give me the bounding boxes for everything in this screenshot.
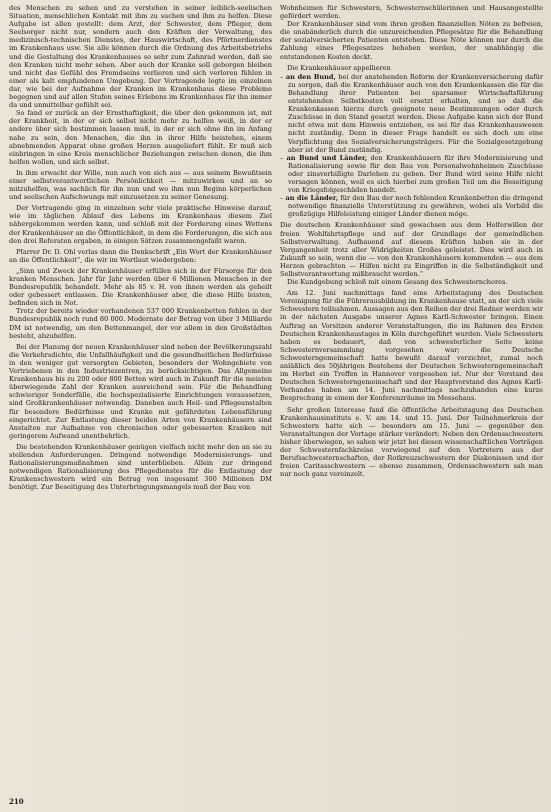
paragraph: So fand er zurück an der Ernsthaftigkeit, die über den gekommen ist, mit der Krankheit, in der er sich selbst nicht mehr zu helfen weiß, in der er andere über sich bestimmen lassen muß, in der er sich ohne ihn im Anfang nahe zu sein, den Menschen, die ihn in ihrer Hilfe beistehen, einem abnehmenden Apparat ohne großen Herzen ausgeliefert fühlt. Er muß sich einbringen in eine Kreis menschlicher Beziehungen zwischen denen, die ihm helfen wollen, und sich selbst. [9,109,272,166]
paragraph: Sehr großen Interesse fand die öffentliche Arbeitstagung des Deutschen Krankenhausinstituts e. V. am 14. und 15. Juni. Der Teilnehmerkreis der Schwestern hatte sich — besonders am 15. Juni — gegenüber den Veranstaltungen der Vortage stärker verändert: Neben den Ordensschwestern bisher überwiegen, so sahen wir jetzt bei diesen wissenschaftlichen Vorträgen der Schwesternfachkreise vorwiegend auf den Vortretern aus der Berufsschwesternschaften, der Rotkreuzschwestern der Diakonissen und der freien Caritasschwestern — ebenso zusammen, Ordensschwestern sah man nur noch ganz vereinzelt. [280,405,543,479]
two-column-layout [9,4,543,491]
quote-paragraph: Bei der Planung der neuen Krankenhäuser sind neben der Bevölkerungszahl die Verkehrsdichte, die Unfallhäufigkeit und die gesundheitlichen Bedürfnisse in den weniger gut versorgten Gebieten, besonders der Wohngebiete von Vertriebenen in den Industriezentren, zu berücksichtigen. Das Allgemeine Krankenhaus bis zu 200 oder 800 Betten wird auch in Zukunft für die meisten überwiegende Zahl der Kranken ausreichend sein. Für die Behandlung schwieriger Sonderfälle, die hochspezialisierte Einrichtungen voraussetzen, sind Großkrankenhäuser notwendig. Daneben auch Heil- und Pflegeanstalten für besondere Bedürfnisse und Kranke mit gefährdeten Lebensführung eingerichtet. Zur Entlastung dieser beiden Arten von Krankenhäusern sind Anstalten zur Aufnahme von chronischen oder gebesserten Kranken mit geringerem Aufwand unentbehrlich. [9,342,272,440]
paragraph: In ihm erwacht der Wille, nun auch von sich aus — aus seinem Bewußtsein einer selbstverantwortlichen Persönlichkeit — mitzuwirken und an so mitzuhelfen, was sachlich für ihn nun und wo ihm nun Beginn körperlichen und seelischen Aufschwungs mit einzusetzen zu seiner Genesung. [9,168,272,202]
appeal-recipient: an Bund und Länder, [286,153,368,162]
appeal-recipient: an den Bund, [285,72,336,81]
appeal-item [280,154,543,194]
paragraph: Wohnheimen für Schwestern, Schwesternschülerinnen und Hausangestellte gefördert werden. [280,4,543,21]
appeal-text: den Krankenhäusern für ihre Modernisierung und Rationalisierung sowie für den Bau von Personalwohnheimen Zuschüsse oder zinsverbilligte Darlehen zu geben. Der Bund wird seine Hilfe nicht versagen können, weil es sich hierbei zum großen Teil um die Beseitigung von Kriegsfolgeschäden handelt. [288,153,544,195]
paragraph: Der Krankenhäuser sind vom ihren großen finanziellen Nöten zu befreien, die unabänderlich durch die unzureichenden Pflegesätze für die Behandlung der sozialversicherten Patienten entstehen. Diese Nöte können nur durch die Zahlung eines Pflegesatzes behoben werden, der unabhängig die entstandenen Kosten deckt. [280,20,543,61]
paragraph: des Menschen zu sehen und zu verstehen in seiner leiblich-seelischen Situation, menschlichen Kontakt mit ihm zu suchen und ihm zu helfen. Diese Aufgabe ist allen gestellt: dem Arzt, der Schwester, dem Pfleger, dem Seelsorger nicht nur, sondern auch den Kräften der Verwaltung, des medizinisch-technischen Dienstes, der Hauswirtschaft, des Pförtnerdienstes im Krankenhaus usw. Sie alle können durch die Ordnung des Arbeitsbetriebs und die Gestaltung des Krankenhauses so sehr zum Zahnrad werden, daß sie den Kranken nicht mehr sehen. Aber auch der Kranke soll geborgen bleiben und nicht das Gefühl des Fremdseins verlieren und sich verloren fühlen in einer als kalt empfundenen Umgebung. Der Vortragende legte im einzelnen dar, wie bei der Aufnahme der Kranken im Krankenhaus diese Probleme begegnen und auf allen Stufen seines Erlebens im Krankenhaus für ihn immer da und unmittelbar gefühlt sei. [9,4,272,110]
paragraph: Am 12. Juni nachmittags fand eine Arbeitstagung des Deutschen Vereinigung für die Führerausbildung im Krankenhause statt, an der sich viele Schwestern teilnahmen. Aussagen aus den Reihen der drei Redner werden wir in der nächsten Ausgabe unserer Agnes Karll-Schwester bringen. Einen Auftrag an Vorsitzen anderer Veranstaltungen, die im Rahmen des Ersten Deutschen Krankenhaustages in Köln durchgeführt wurden. Viele Schwestern haben es bedauert, daß von schwesterlicher Seite keine Schwesternversammlung vorgesehen war; die Deutsche Schwesterngemeinschaft hatte bewußt darauf verzichtet, zumal noch anläßlich des 50jährigen Bestehens der Deutschen Schwesterngemeinschaft im Herbst ein Treffen in Hannover vorgesehen ist. Nur der Vorstand des Deutschen Schwesterngemeinschaft und der Hauptvorstand des Agnes Karll-Verbandes haben am 14. Juni nachmittags nachzuhanden eine kurze Besprechung in einem der Konferenzräume im Messehaus. [280,289,543,403]
quote-paragraph: Die bestehenden Krankenhäuser genügen vielfach nicht mehr den an sie zu stellenden Anforderungen. Dringend notwendige Modernisierungs- und Rationalisierungsmaßnahmen sind unterblieben. Allein zur dringend notwendigen Rationalisierung des Pflegedienstes für die Entlastung der Krankenschwestern wird ein Betrag von insgesamt 300 Millionen DM benötigt. Zur Beseitigung des Unterbringungsmangels muß der Bau von [9,442,272,492]
appeal-list [280,73,543,219]
appeal-heading: Die Krankenhäuser appellieren [287,63,391,72]
appeal-item [280,73,543,154]
paragraph: Die Kundgebung schloß mit einem Gesang des Schwesternchores. [287,278,508,287]
appeal-text: für den Bau der noch fehlenden Krankenbetten die dringend notwendige finanzielle Unterstützung zu gewähren, wobei als Vorbild die großzügige Hilfeleistung einiger Länder dienen möge. [288,194,543,219]
quote-paragraph: „Sinn und Zweck der Krankenhäuser erfüllen sich in der Fürsorge für den kranken Menschen. Jahr für Jahr werden über 6 Millionen Menschen in der Bundesrepublik behandelt. Mehr als 85 v. H. von ihnen werden als geheilt oder gebessert entlassen. Die Krankenhäuser aber, die diese Hilfe leisten, befinden sich in Not. [9,266,272,308]
quote-paragraph: Trotz der bereits wieder vorhandenen 537 000 Krankenbetten fehlen in der Bundesrepublik noch rund 80 000. Modernste der Betrag von über 3 Milliarde DM ist notwendig, um den Bettenmangel, der vor allem in den Großstädten besteht, abzuhelfen. [9,307,272,340]
right-column [280,4,543,491]
paragraph: Der Vortragende ging in einzelnen sehr viele praktische Hinweise darauf, wie im täglichen Ablauf des Lebens im Krankenhaus diesem Ziel nähergekommen werden kann, und schloß mit der Forderung eines Wettens der Krankenhäuser an die Öffentlichkeit, in dem die Forderungen, die sich aus den drei Referaten ergaben, in einigen Sätzen zusammengefaßt waren. [9,204,272,245]
appeal-recipient: an die Länder, [285,194,339,203]
appeal-item [280,194,543,218]
page-number: 210 [9,797,24,806]
appeal-text: bei der anstehenden Reform der Krankenversicherung dafür zu sorgen, daß die Krankenhäuser auch von den Krankenkassen die für die Behandlung ihrer Patienten bei sparsamer Wirtschaftsführung entstehenden Selbstkosten voll ersetzt erhalten, und so daß die Krankenkassen hierzu durch geeignete neue Bestimmungen oder durch Zuschüsse in den Stand gesetzt werden. Diese Aufgabe kann sich der Bund nicht etwa mit dem Hinweis entziehen, es sei für das Krankenhauswesen nicht zuständig. Denn in dieser Frage handelt es sich doch um eine Verpflichtung des Sozialversicherungsträgers. Für die Sozialgesetzgebung aber ist der Bund zuständig. [288,72,543,154]
paragraph: Pfarrer Dr. D. Ohl verlas dann die Denkschrift „Ein Wort der Krankenhäuser an die Öffentlichkeit“, die wir im Wortlaut wiedergeben: [9,247,272,264]
paragraph: Die deutschen Krankenhäuser sind gewachsen aus dem Helferwillen der freien Wohlfahrtspflege und auf der Grundlage der gemeindlichen Selbstverwaltung. Aufbauend auf diesem Kräften haben sie in der Vergangenheit trotz aller Widrigkeiten Großes geleistet. Dies wird auch in Zukunft so sein, wenn die — von den Krankenhäusern kommenden — aus dem Herzen gebrachten — Hilfen nicht zu Eingriffen in die Selbständigkeit und Selbstverantwortung mißbraucht werden.“ [280,221,543,278]
left-column [9,4,272,491]
